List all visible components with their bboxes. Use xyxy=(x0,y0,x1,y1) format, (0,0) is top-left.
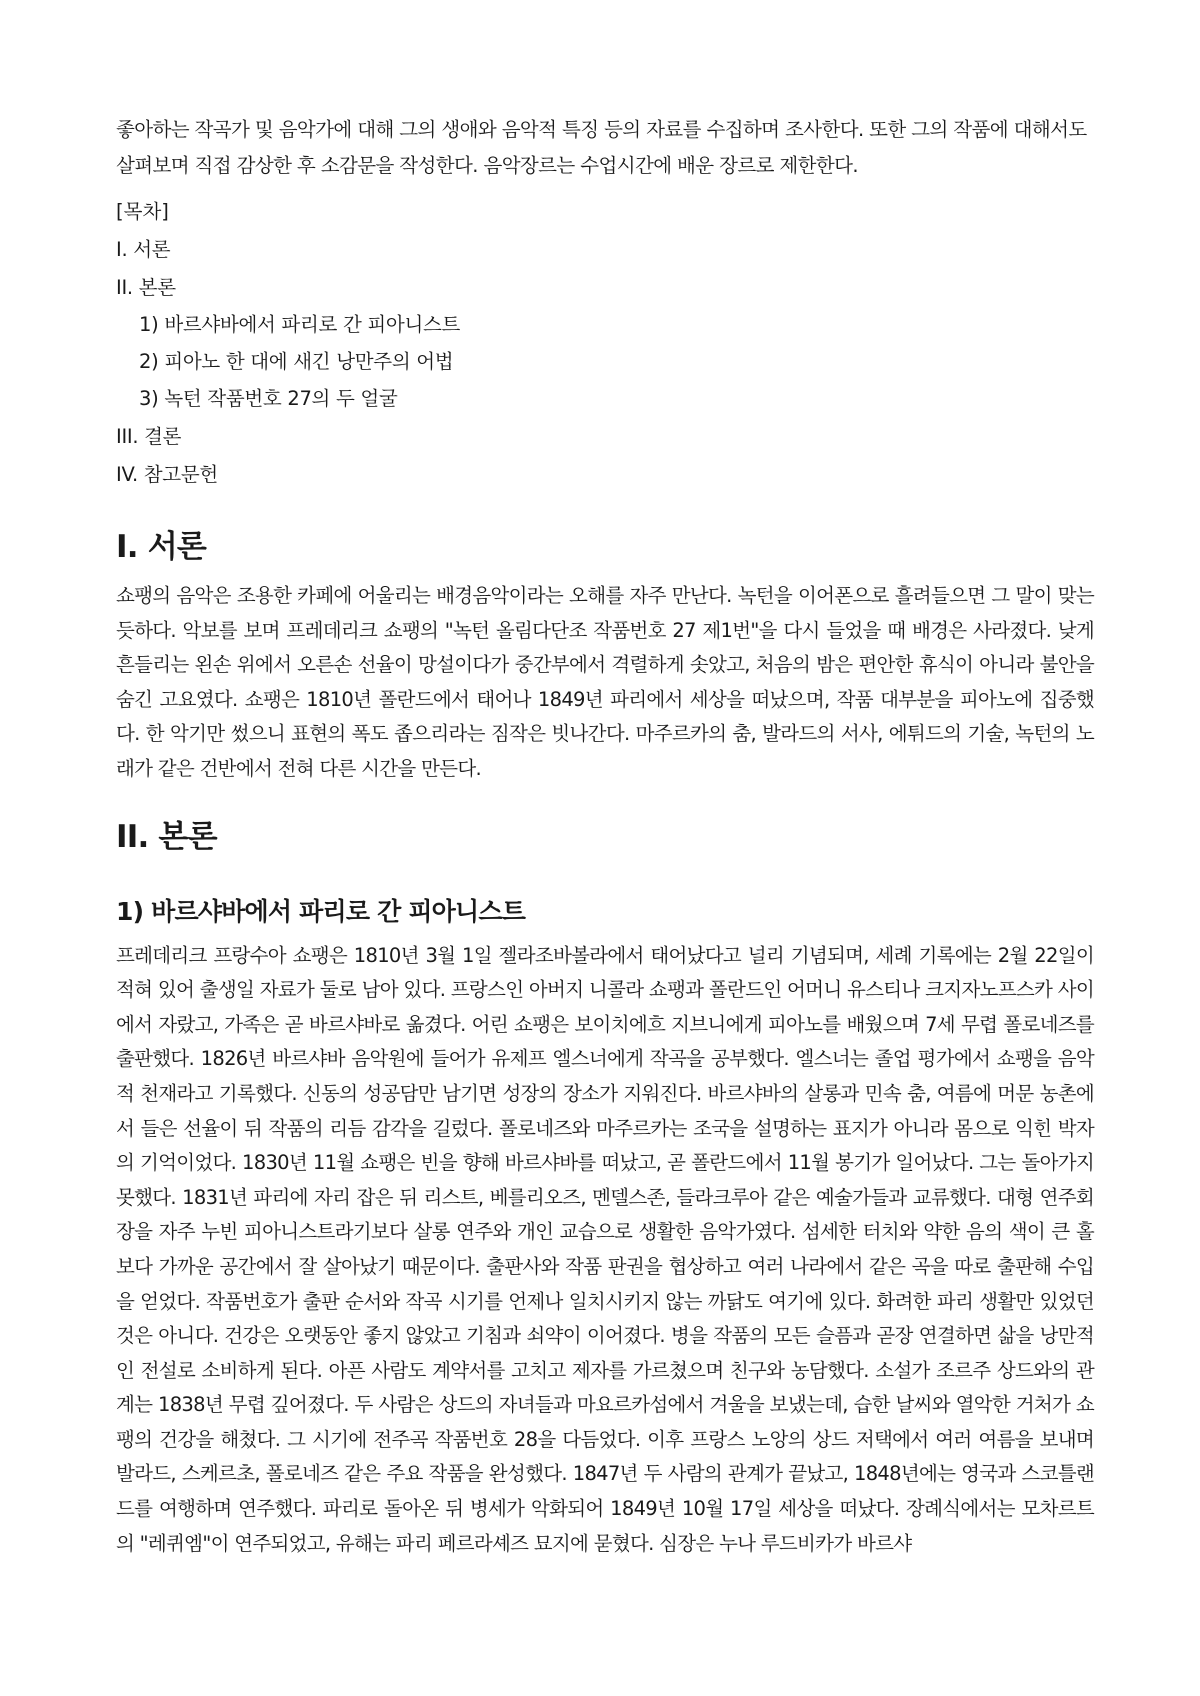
toc-item-sub2: 2) 피아노 한 대에 새긴 낭만주의 어법 xyxy=(139,350,454,373)
subsection-body-1: 프레데리크 프랑수아 쇼팽은 1810년 3월 1일 젤라조바볼라에서 태어났다고 널리 기념되며, 세례 기록에는 2월 22일이 적혀 있어 출생일 자료가 둘로 남아 있다. 프랑스인 아버지 니콜라 쇼팽과 폴란드인 어머니 유스티나 크지자노프스카 사이에서 자랐고, 가족은 곧 바르샤바로 옮겼다. 어린 쇼팽은 보이치에흐 지브니에게 피아노를 배웠으며 7세 무렵 폴로네즈를 출판했다. 1826년 바르샤바 음악원에 들어가 유제프 엘스너에게 작곡을 공부했다. 엘스너는 졸업 평가에서 쇼팽을 음악적 천재라고 기록했다. 신동의 성공담만 남기면 성장의 장소가 지워진다. 바르샤바의 살롱과 민속 춤, 여름에 머문 농촌에서 들은 선율이 뒤 작품의 리듬 감각을 길렀다. 폴로네즈와 마주르카는 조국을 설명하는 표지가 아니라 몸으로 익힌 박자의 기억이었다. 1830년 11월 쇼팽은 빈을 향해 바르샤바를 떠났고, 곧 폴란드에서 11월 봉기가 일어났다. 그는 돌아가지 못했다. 1831년 파리에 자리 잡은 뒤 리스트, 베를리오즈, 멘델스존, 들라크루아 같은 예술가들과 교류했다. 대형 연주회장을 자주 누빈 피아니스트라기보다 살롱 연주와 개인 교습으로 생활한 음악가였다. 섬세한 터치와 약한 음의 색이 큰 홀보다 가까운 공간에서 잘 살아났기 때문이다. 출판사와 작품 판권을 협상하고 여러 나라에서 같은 곡을 따로 출판해 수입을 얻었다. 작품번호가 출판 순서와 작곡 시기를 언제나 일치시키지 않는 까닭도 여기에 있다. 화려한 파리 생활만 있었던 것은 아니다. 건강은 오랫동안 좋지 않았고 기침과 쇠약이 이어졌다. 병을 작품의 모든 슬픔과 곧장 연결하면 삶을 낭만적인 전설로 소비하게 된다. 아픈 사람도 계약서를 고치고 제자를 가르쳤으며 친구와 농담했다. 소설가 조르주 상드와의 관계는 1838년 무렵 깊어졌다. 두 사람은 상드의 자녀들과 마요르카섬에서 겨울을 보냈는데, 습한 날씨와 열악한 거처가 쇼팽의 건강을 해쳤다. 그 시기에 전주곡 작품번호 28을 다듬었다. 이후 프랑스 노앙의 상드 저택에서 여러 여름을 보내며 발라드, 스케르초, 폴로네즈 같은 주요 작품을 완성했다. 1847년 두 사람의 관계가 끝났고, 1848년에는 영국과 스코틀랜드를 여행하며 연주했다. 파리로 돌아온 뒤 병세가 악화되어 1849년 10월 17일 세상을 떠났다. 장례식에서는 모차르트의 "레퀴엠"이 연주되었고, 유해는 파리 페르라셰즈 묘지에 묻혔다. 심장은 누나 루드비카가 바르샤 xyxy=(116,943,1094,1555)
subsection-title-1: 1) 바르샤바에서 파리로 간 피아니스트 xyxy=(116,896,526,926)
table-of-contents xyxy=(116,238,1094,487)
section-title-main: II. 본론 xyxy=(116,818,217,855)
toc-heading: [목차] xyxy=(116,200,169,223)
toc-item-conclusion: III. 결론 xyxy=(116,425,182,448)
toc-item-sub1: 1) 바르샤바에서 파리로 간 피아니스트 xyxy=(139,313,461,336)
assignment-description: 좋아하는 작곡가 및 음악가에 대해 그의 생애와 음악적 특징 등의 자료를 수집하며 조사한다. 또한 그의 작품에 대해서도 살펴보며 직접 감상한 후 소감문을 작성한다. 음악장르는 수업시간에 배운 장르로 제한한다. xyxy=(116,118,1087,177)
section-body-introduction: 쇼팽의 음악은 조용한 카페에 어울리는 배경음악이라는 오해를 자주 만난다. 녹턴을 이어폰으로 흘려들으면 그 말이 맞는 듯하다. 악보를 보며 프레데리크 쇼팽의 "녹턴 올림다단조 작품번호 27 제1번"을 다시 들었을 때 배경은 사라졌다. 낮게 흔들리는 왼손 위에서 오른손 선율이 망설이다가 중간부에서 격렬하게 솟았고, 처음의 밤은 편안한 휴식이 아니라 불안을 숨긴 고요였다. 쇼팽은 1810년 폴란드에서 태어나 1849년 파리에서 세상을 떠났으며, 작품 대부분을 피아노에 집중했다. 한 악기만 썼으니 표현의 폭도 좁으리라는 짐작은 빗나간다. 마주르카의 춤, 발라드의 서사, 에튀드의 기술, 녹턴의 노래가 같은 건반에서 전혀 다른 시간을 만든다. xyxy=(116,584,1094,780)
toc-item-sub3: 3) 녹턴 작품번호 27의 두 얼굴 xyxy=(139,387,398,410)
toc-item-intro: I. 서론 xyxy=(116,238,171,261)
toc-item-body: II. 본론 xyxy=(116,276,176,299)
section-title-introduction: I. 서론 xyxy=(116,529,206,565)
toc-item-references: IV. 참고문헌 xyxy=(116,463,218,486)
